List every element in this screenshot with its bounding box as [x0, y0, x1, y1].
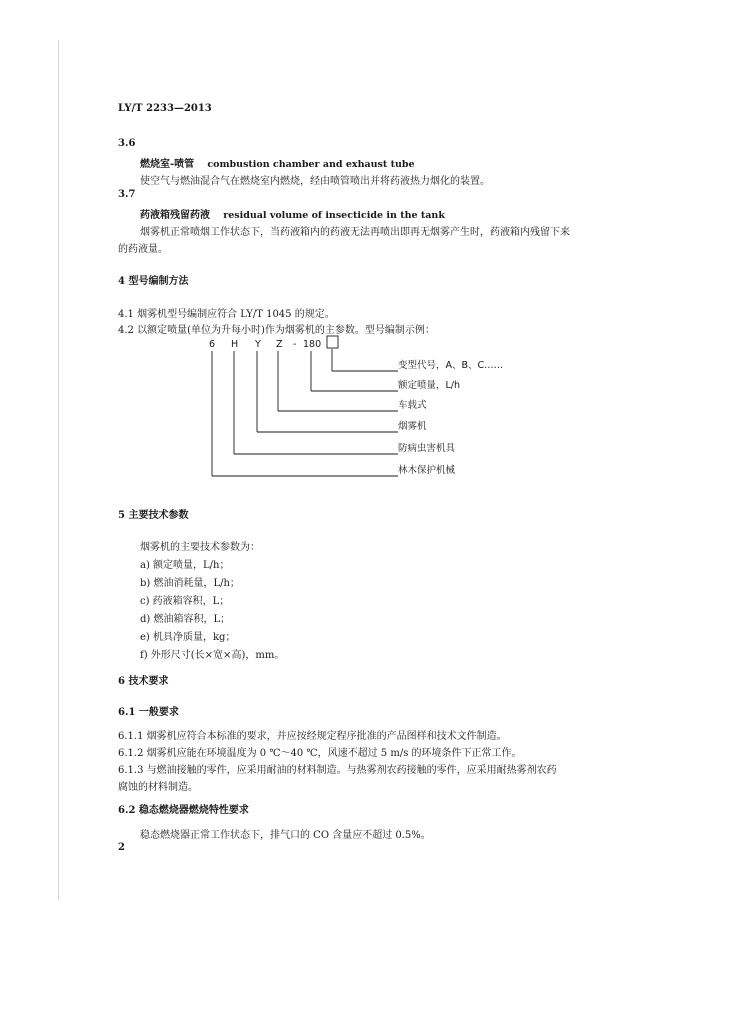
clause-4-2: 4.2 以额定喷量(单位为升每小时)作为烟雾机的主参数。型号编制示例： [118, 325, 435, 336]
model-number-diagram [200, 333, 520, 488]
clause-6-1-3-line2: 腐蚀的材料制造。 [118, 782, 198, 793]
code-Z: Z [276, 339, 283, 350]
label-fogger: 烟雾机 [398, 421, 427, 432]
page-margin-line [58, 40, 59, 900]
code-variant-box [327, 336, 338, 348]
parameters-intro: 烟雾机的主要技术参数为： [140, 542, 260, 553]
parameter-item: b) 燃油消耗量，L/h； [140, 578, 240, 589]
code-H: H [231, 339, 239, 350]
term-3-7 [140, 206, 445, 221]
label-vehicle-mounted: 车载式 [398, 400, 427, 411]
section-3-7-number: 3.7 [118, 189, 136, 200]
label-forest-protection: 林木保护机械 [398, 465, 456, 476]
term-3-7-en: residual volume of insecticide in the tank [223, 210, 445, 221]
clause-6-1-3-line1: 6.1.3 与燃油接触的零件，应采用耐油的材料制造。与热雾剂农药接触的零件，应采用耐热雾剂农药 [118, 765, 557, 776]
code-dash: - [293, 339, 297, 350]
term-3-6 [140, 155, 415, 170]
parameter-item: a) 额定喷量，L/h； [140, 560, 230, 571]
label-pest-control: 防病虫害机具 [398, 443, 456, 454]
section-5-title: 5 主要技术参数 [118, 510, 189, 521]
term-3-6-en: combustion chamber and exhaust tube [207, 159, 415, 170]
parameter-item: f) 外形尺寸(长×宽×高)，mm。 [140, 650, 285, 661]
clause-6-1-1: 6.1.1 烟雾机应符合本标准的要求，并应按经规定程序批准的产品图样和技术文件制造。 [118, 731, 507, 742]
clause-6-1-2: 6.1.2 烟雾机应能在环境温度为 0 ℃～40 ℃，风速不超过 5 m/s 的环境条件下正常工作。 [118, 748, 522, 759]
term-3-7-zh: 药液箱残留药液 [140, 210, 210, 221]
standard-number-header: LY/T 2233—2013 [118, 103, 212, 114]
model-labels [398, 359, 503, 476]
section-6-2-title: 6.2 稳态燃烧器燃烧特性要求 [118, 805, 249, 816]
code-6: 6 [209, 339, 216, 350]
parameter-item: e) 机具净质量，kg； [140, 632, 236, 643]
page-number: 2 [118, 842, 125, 853]
parameter-item: c) 药液箱容积，L； [140, 596, 230, 607]
section-6-1-title: 6.1 一般要求 [118, 707, 179, 718]
section-6-title: 6 技术要求 [118, 676, 169, 687]
clause-4-1: 4.1 烟雾机型号编制应符合 LY/T 1045 的规定。 [118, 309, 335, 320]
model-code-row [209, 336, 338, 350]
definition-3-7-line2: 的药液量。 [118, 244, 168, 255]
section-3-6-number: 3.6 [118, 138, 136, 149]
label-rated-output: 额定喷量，L/h [398, 380, 461, 391]
section-4-title: 4 型号编制方法 [118, 276, 189, 287]
clause-6-2: 稳态燃烧器正常工作状态下，排气口的 CO 含量应不超过 0.5%。 [140, 830, 431, 841]
definition-3-7-line1: 烟雾机正常喷烟工作状态下，当药液箱内的药液无法再喷出即再无烟雾产生时，药液箱内残留下来 [140, 227, 570, 238]
code-180: 180 [303, 339, 322, 350]
code-Y: Y [255, 339, 261, 350]
term-3-6-zh: 燃烧室-喷管 [140, 159, 195, 170]
parameter-item: d) 燃油箱容积，L； [140, 614, 231, 625]
label-variant-code: 变型代号，A、B、C…… [398, 360, 504, 371]
definition-3-6: 使空气与燃油混合气在燃烧室内燃烧，经由喷管喷出并将药液热力烟化的装置。 [140, 176, 490, 187]
